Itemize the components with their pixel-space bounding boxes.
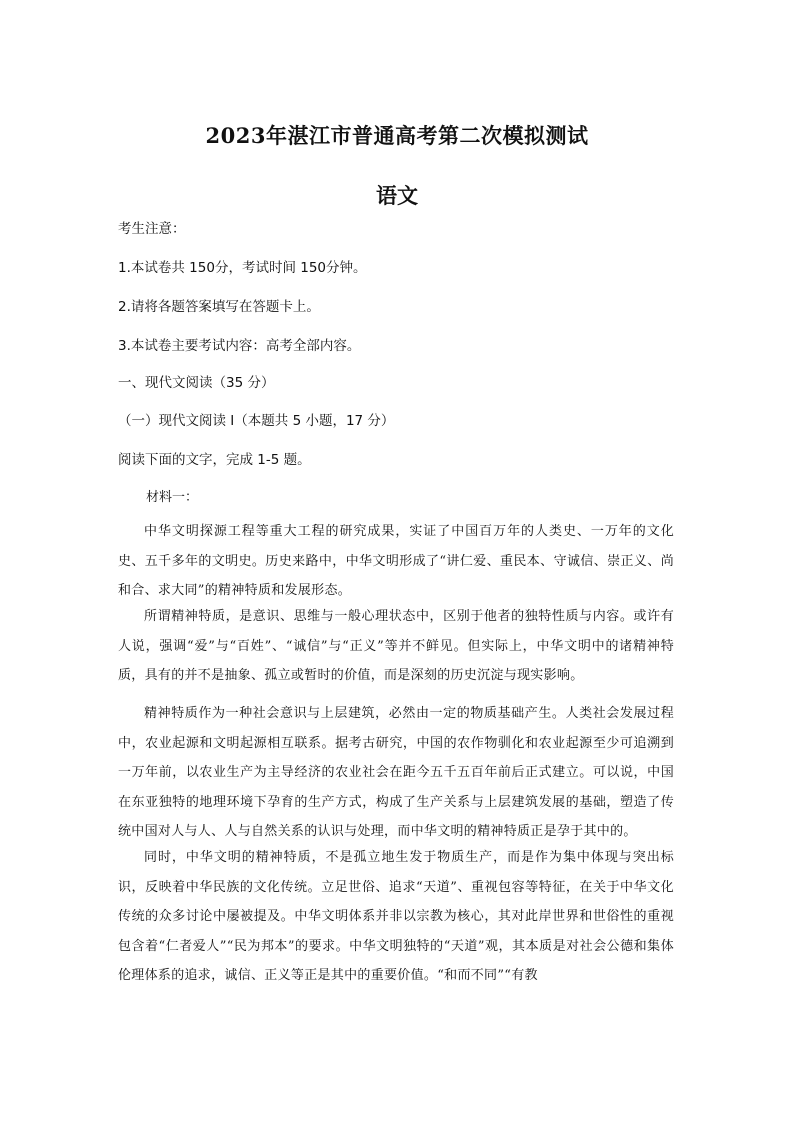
subsection-heading: （一）现代文阅读 I（本题共 5 小题，17 分） — [118, 413, 395, 429]
subject-heading: 语文 — [376, 183, 418, 208]
exam-title: 2023年湛江市普通高考第二次模拟测试 — [205, 123, 589, 148]
paragraph: 精神特质作为一种社会意识与上层建筑，必然由一定的物质基础产生。人类社会发展过程中，农业起源和文明起源相互联系。据考古研究，中国的农作物驯化和农业起源至少可追溯到一万年前，以农业生产为主导经济的农业社会在距今五千五百年前后正式建立。可以说，中国在东亚独特的地理环境下孕育的生产方式，构成了生产关系与上层建筑发展的基础，塑造了传统中国对人与人、人与自然关系的认识与处理，而中华文明的精神特质正是孕于其中的。 — [118, 706, 674, 839]
notice-heading: 考生注意： — [118, 221, 186, 237]
paragraph: 中华文明探源工程等重大工程的研究成果，实证了中国百万年的人类史、一万年的文化史、五千多年的文明史。历史来路中，中华文明形成了“讲仁爱、重民本、守诚信、崇正义、尚和合、求大同”的精神特质和发展形态。 — [118, 524, 674, 598]
paragraph: 所谓精神特质，是意识、思维与一般心理状态中，区别于他者的独特性质与内容。或许有人说，强调“爱”与“百姓”、“诚信”与“正义”等并不鲜见。但实际上，中华文明中的诸精神特质，具有的并不是抽象、孤立或暂时的价值，而是深刻的历史沉淀与现实影响。 — [118, 609, 674, 683]
notice-item: 2.请将各题答案填写在答题卡上。 — [118, 299, 320, 315]
material-label: 材料一： — [146, 490, 199, 505]
notice-item: 1.本试卷共 150分，考试时间 150分钟。 — [118, 260, 367, 276]
paragraph: 同时，中华文明的精神特质，不是孤立地生发于物质生产，而是作为集中体现与突出标识，反映着中华民族的文化传统。立足世俗、追求“天道”、重视包容等特征，在关于中华文化传统的众多讨论中屡被提及。中华文明体系并非以宗教为核心，其对此岸世界和世俗性的重视包含着“仁者爱人”“民为邦本”的要求。中华文明独特的“天道”观，其本质是对社会公德和集体伦理体系的追求，诚信、正义等正是其中的重要价值。“和而不同”“有教 — [118, 850, 674, 983]
section-heading: 一、现代文阅读（35 分） — [118, 375, 275, 391]
notice-item: 3.本试卷主要考试内容：高考全部内容。 — [118, 338, 361, 354]
reading-instruction: 阅读下面的文字，完成 1-5 题。 — [118, 452, 311, 468]
